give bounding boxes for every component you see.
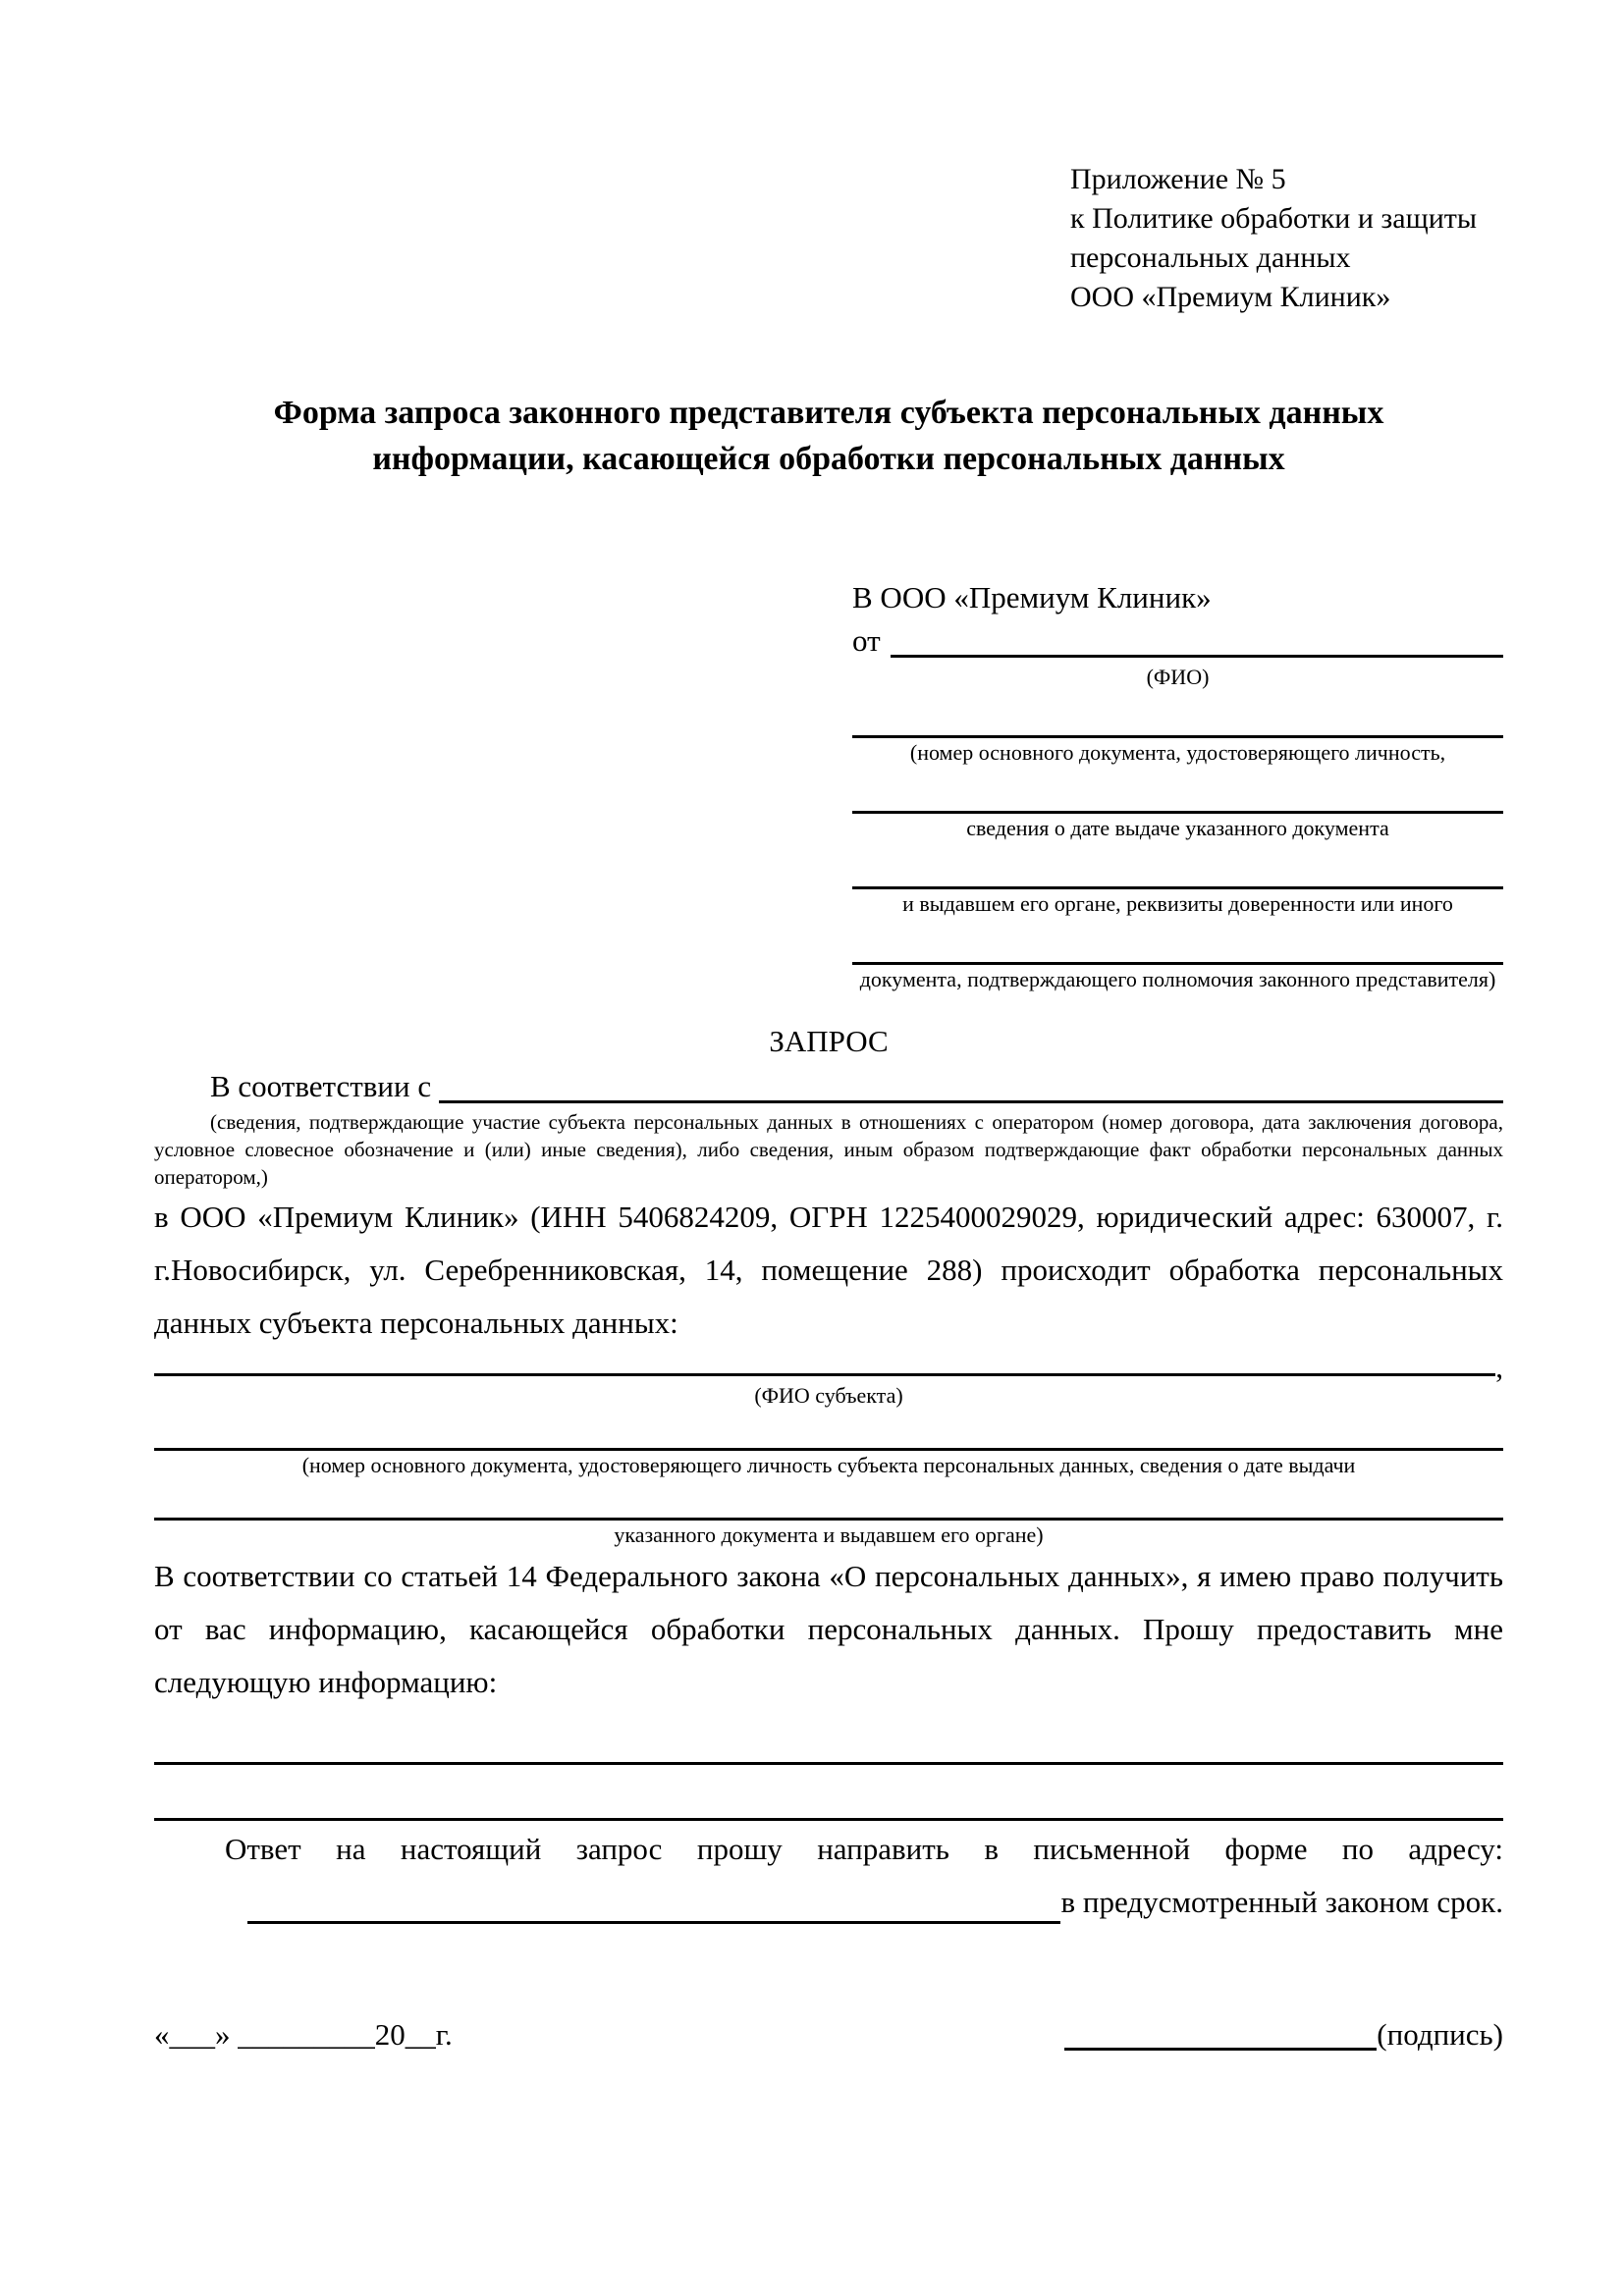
signature-area <box>1064 2013 1503 2056</box>
annex-line-3: персональных данных <box>1070 241 1351 274</box>
field-caption-1: (номер основного документа, удостоверяющего личность, <box>909 740 1446 765</box>
subject-doc-caption-2: указанного документа и выдавшем его органе) <box>614 1522 1044 1547</box>
signature-caption: (подпись) <box>1377 2017 1503 2052</box>
request-heading: ЗАПРОС <box>769 1024 889 1058</box>
representative-doc-field-2 <box>852 768 1503 843</box>
subject-fio-caption: (ФИО субъекта) <box>754 1383 903 1408</box>
form-title-line-1: Форма запроса законного представителя субъекта персональных данных <box>273 395 1384 431</box>
form-title-line-2: информации, касающейся обработки персональных данных <box>372 441 1285 477</box>
addressee-organization: В ООО «Премиум Клиник» <box>852 580 1212 614</box>
from-label: от <box>852 623 881 658</box>
subject-fio-blank-line <box>154 1373 1495 1376</box>
accordance-fine-print: (сведения, подтверждающие участие субъекта персональных данных в отношениях с оператором (номер договора, дата заключения договора, условное словесное обозначение и (или) иные сведения), либо сведения, иным образом подтверждающие факт обработки персональных данных оператором,) <box>154 1110 1503 1189</box>
field-caption-3: и выдавшем его органе, реквизиты доверенности или иного <box>902 891 1453 916</box>
date-signature-row <box>154 2013 1503 2056</box>
field-caption-4: документа, подтверждающего полномочия законного представителя) <box>859 967 1496 991</box>
date-blank: «___» _________20__г. <box>154 2017 453 2052</box>
subject-doc-caption-1: (номер основного документа, удостоверяющего личность субъекта персональных данных, сведения о дате выдачи <box>301 1453 1356 1477</box>
representative-doc-field-4 <box>852 919 1503 994</box>
addressee-block <box>852 576 1503 994</box>
subject-doc-field-1 <box>154 1411 1503 1480</box>
field-caption-2: сведения о дате выдаче указанного документа <box>966 816 1389 840</box>
blank-line <box>852 692 1503 738</box>
accordance-label: В соответствии с <box>210 1069 432 1103</box>
annex-block <box>1070 160 1503 317</box>
subject-fio-row <box>154 1350 1503 1384</box>
signature-blank-line <box>1064 2048 1377 2051</box>
annex-line-1: Приложение № 5 <box>1070 163 1286 195</box>
blank-line <box>852 843 1503 889</box>
accordance-row <box>154 1065 1503 1108</box>
representative-fio-blank-line <box>891 655 1503 658</box>
answer-tail: в предусмотренный законом срок. <box>1060 1885 1503 1919</box>
form-title <box>154 390 1503 482</box>
requested-info-blank-line-1 <box>154 1709 1503 1765</box>
accordance-blank-line <box>439 1100 1503 1103</box>
trailing-comma: , <box>1495 1350 1503 1384</box>
annex-line-4: ООО «Премиум Клиник» <box>1070 281 1391 313</box>
blank-line <box>154 1411 1503 1451</box>
address-blank-line <box>247 1921 1060 1924</box>
representative-doc-field-3 <box>852 843 1503 919</box>
from-row <box>852 619 1503 663</box>
law-paragraph: В соответствии со статьей 14 Федерального закона «О персональных данных», я имею право получить от вас информацию, касающейся обработки персональных данных. Прошу предоставить мне следующую информацию: <box>154 1559 1503 1699</box>
subject-doc-field-2 <box>154 1480 1503 1550</box>
fio-caption: (ФИО) <box>1146 665 1210 689</box>
blank-line <box>154 1480 1503 1521</box>
blank-line <box>852 919 1503 965</box>
blank-line <box>852 768 1503 814</box>
answer-paragraph: Ответ на настоящий запрос прошу направить в письменной форме по адресу: <box>225 1832 1503 1866</box>
representative-doc-field-1 <box>852 692 1503 768</box>
answer-address-row <box>247 1876 1503 1929</box>
operator-paragraph: в ООО «Премиум Клиник» (ИНН 5406824209, ОГРН 1225400029029, юридический адрес: 630007, г. г.Новосибирск, ул. Серебренниковская, 14, помещение 288) происходит обработка персональных данных субъекта персональных данных: <box>154 1200 1503 1340</box>
requested-info-blank-line-2 <box>154 1765 1503 1821</box>
annex-line-2: к Политике обработки и защиты <box>1070 202 1478 235</box>
